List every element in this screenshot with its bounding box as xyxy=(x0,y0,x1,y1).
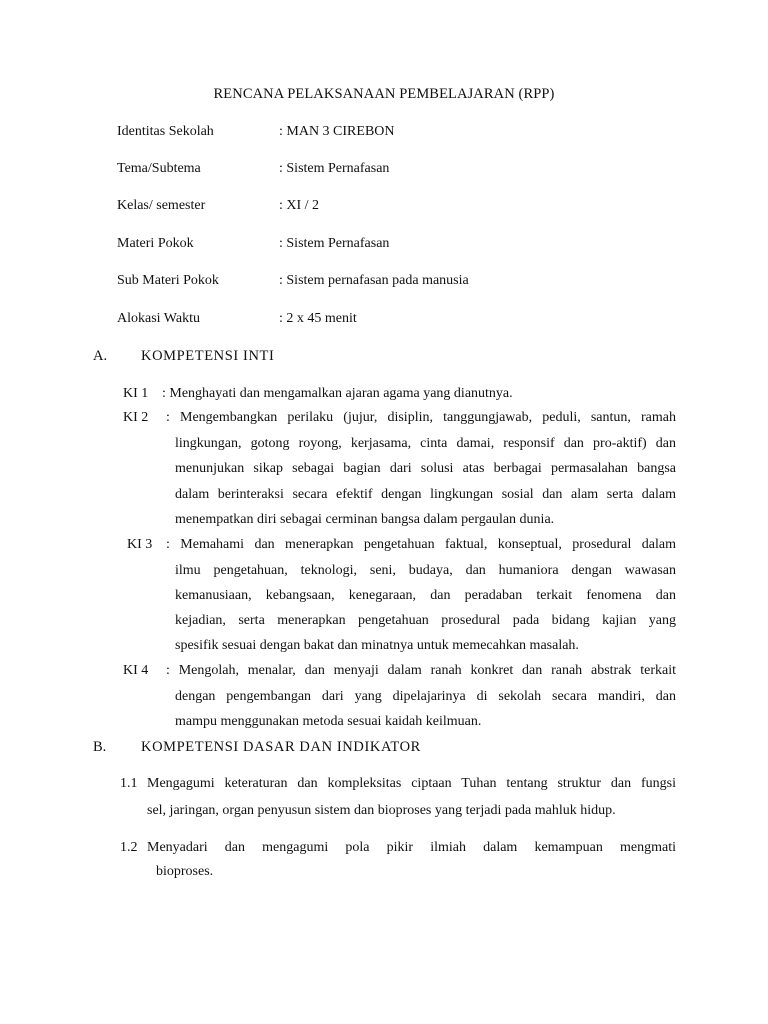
kd-text-line: Menyadari dan mengagumi pola pikir ilmiah dalam kemampuan mengmati xyxy=(147,840,676,855)
kd-number: 1.1 xyxy=(120,776,138,791)
ki-text-line: : Mengolah, menalar, dan menyaji dalam ranah konkret dan ranah abstrak terkait xyxy=(166,663,676,678)
kd-text-line: sel, jaringan, organ penyusun sistem dan bioproses yang terjadi pada mahluk hidup. xyxy=(147,803,616,818)
section-letter: B. xyxy=(93,739,107,755)
identity-value: : Sistem pernafasan pada manusia xyxy=(279,273,469,288)
kd-text-line: bioproses. xyxy=(156,864,214,879)
ki-text-line: : Mengembangkan perilaku (jujur, disiplin, tanggungjawab, peduli, santun, ramah xyxy=(166,410,676,425)
ki-text-line: dalam berinteraksi secara efektif dengan lingkungan sosial dan alam serta dalam xyxy=(175,487,676,502)
identity-value: : XI / 2 xyxy=(279,198,320,213)
identity-label: Kelas/ semester xyxy=(117,198,206,213)
identity-label: Identitas Sekolah xyxy=(117,124,214,139)
identity-value: : 2 x 45 menit xyxy=(279,311,357,326)
ki-text-line: lingkungan, gotong royong, kerjasama, cinta damai, responsif dan pro-aktif) dan xyxy=(175,436,676,451)
identity-value: : MAN 3 CIREBON xyxy=(279,124,395,139)
ki-text-line: mampu menggunakan metoda sesuai kaidah keilmuan. xyxy=(175,714,482,729)
document-title: RENCANA PELAKSANAAN PEMBELAJARAN (RPP) xyxy=(213,86,555,102)
ki-text-line: menempatkan diri sebagai cerminan bangsa dalam pergaulan dunia. xyxy=(175,512,555,527)
ki-code: KI 1 xyxy=(123,386,149,401)
kd-number: 1.2 xyxy=(120,840,138,855)
identity-value: : Sistem Pernafasan xyxy=(279,236,390,251)
section-title: KOMPETENSI DASAR DAN INDIKATOR xyxy=(141,739,421,755)
identity-label: Alokasi Waktu xyxy=(117,311,200,326)
identity-value: : Sistem Pernafasan xyxy=(279,161,390,176)
kd-text-line: Mengagumi keteraturan dan kompleksitas ciptaan Tuhan tentang struktur dan fungsi xyxy=(147,776,676,791)
ki-text-line: : Memahami dan menerapkan pengetahuan faktual, konseptual, prosedural dalam xyxy=(166,537,676,552)
section-title: KOMPETENSI INTI xyxy=(141,348,275,364)
ki-code: KI 4 xyxy=(123,663,149,678)
ki-text-line: menunjukan sikap sebagai bagian dari solusi atas berbagai permasalahan bangsa xyxy=(175,461,676,476)
identity-label: Sub Materi Pokok xyxy=(117,273,219,288)
ki-text-line: kejadian, serta menerapkan pengetahuan prosedural pada bidang kajian yang xyxy=(175,613,676,628)
section-letter: A. xyxy=(93,348,108,364)
identity-label: Tema/Subtema xyxy=(117,161,201,176)
ki-text-line: : Menghayati dan mengamalkan ajaran agama yang dianutnya. xyxy=(162,386,513,401)
ki-text-line: ilmu pengetahuan, teknologi, seni, budaya, dan humaniora dengan wawasan xyxy=(175,563,676,578)
ki-text-line: kemanusiaan, kebangsaan, kenegaraan, dan peradaban terkait fenomena dan xyxy=(175,588,676,603)
ki-code: KI 2 xyxy=(123,410,149,425)
ki-text-line: spesifik sesuai dengan bakat dan minatnya untuk memecahkan masalah. xyxy=(175,638,579,653)
ki-code: KI 3 xyxy=(127,537,153,552)
identity-label: Materi Pokok xyxy=(117,236,194,251)
ki-text-line: dengan pengembangan dari yang dipelajarinya di sekolah secara mandiri, dan xyxy=(175,689,676,704)
